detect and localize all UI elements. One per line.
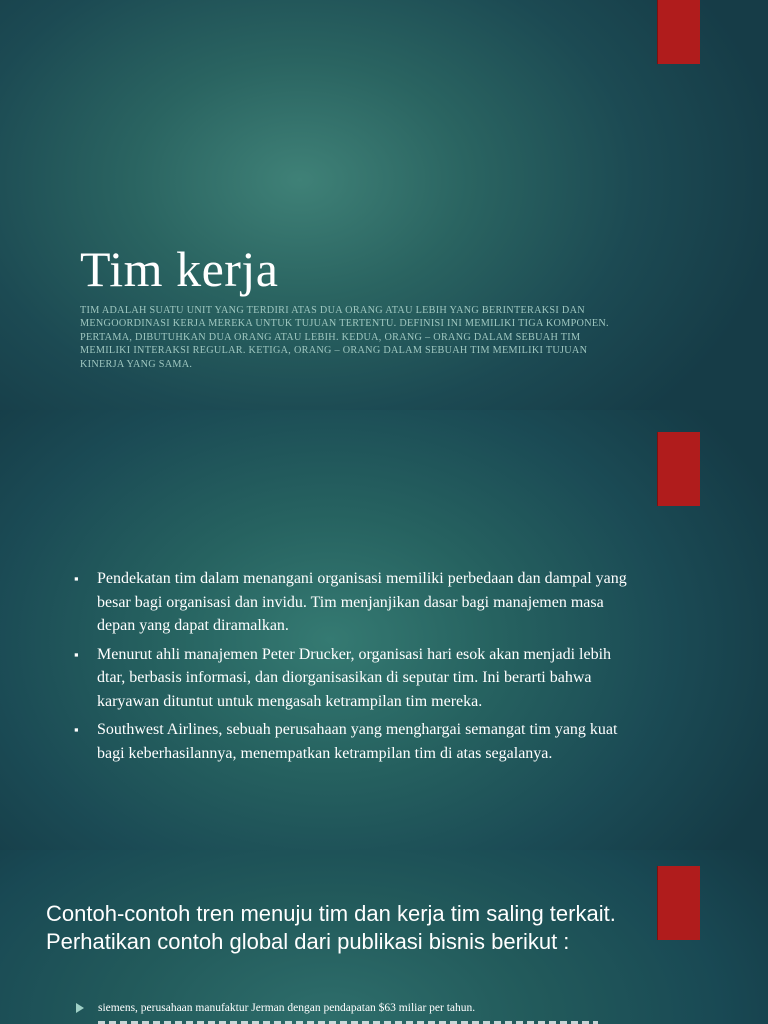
triangle-bullet-icon — [76, 1003, 84, 1013]
slide-heading: Contoh-contoh tren menuju tim dan kerja tim saling terkait. Perhatikan contoh global dari publikasi bisnis berikut : — [46, 901, 616, 954]
bullet-text: Southwest Airlines, sebuah perusahaan yang menghargai semangat tim yang kuat bagi keberhasilannya, menempatkan ketrampilan tim di atas segalanya. — [97, 721, 618, 762]
bullet-text: Menurut ahli manajemen Peter Drucker, organisasi hari esok akan menjadi lebih dtar, berbasis informasi, dan diorganisasikan di seputar tim. Ini berarti bahwa karyawan dituntut untuk mengasah ketrampilan tim mereka. — [97, 645, 612, 710]
slide-accent-tab — [657, 866, 700, 940]
slide-subtitle: TIM ADALAH SUATU UNIT YANG TERDIRI ATAS DUA ORANG ATAU LEBIH YANG BERINTERAKSI DAN MENGOORDINASI KERJA MEREKA UNTUK TUJUAN TERTENTU. DEFINISI INI MEMILIKI TIGA KOMPONEN. PERTAMA, DIBUTUHKAN DUA ORANG ATAU LEBIH. KEDUA, ORANG – ORANG DALAM SEBUAH TIM MEMILIKI INTERAKSI REGULAR. KETIGA, ORANG – ORANG DALAM SEBUAH TIM MEMILIKI TUJUAN KINERJA YANG SAMA. — [80, 305, 609, 370]
list-item-text: siemens, perusahaan manufaktur Jerman dengan pendapatan $63 miliar per tahun. — [98, 1002, 476, 1014]
example-list — [76, 1000, 696, 1016]
slide-3 — [0, 850, 768, 1024]
list-item — [76, 1000, 696, 1016]
slide-accent-tab — [657, 0, 700, 64]
bullet-icon: ▪ — [74, 571, 79, 586]
bullet-item — [72, 643, 632, 714]
slide-2 — [0, 410, 768, 850]
bullet-icon: ▪ — [74, 646, 79, 662]
bullet-item — [72, 718, 632, 765]
cut-off-text-line — [98, 1018, 598, 1024]
slide-1 — [0, 0, 768, 410]
bullet-list — [72, 567, 632, 770]
bullet-icon: ▪ — [74, 722, 79, 737]
bullet-item — [72, 567, 632, 638]
slide-accent-tab — [657, 432, 700, 506]
bullet-text: Pendekatan tim dalam menangani organisasi memiliki perbedaan dan dampal yang besar bagi organisasi dan invidu. Tim menjanjikan dasar bagi manajemen masa depan yang dapat diramalkan. — [97, 570, 627, 634]
slide-title: Tim kerja — [80, 241, 279, 297]
